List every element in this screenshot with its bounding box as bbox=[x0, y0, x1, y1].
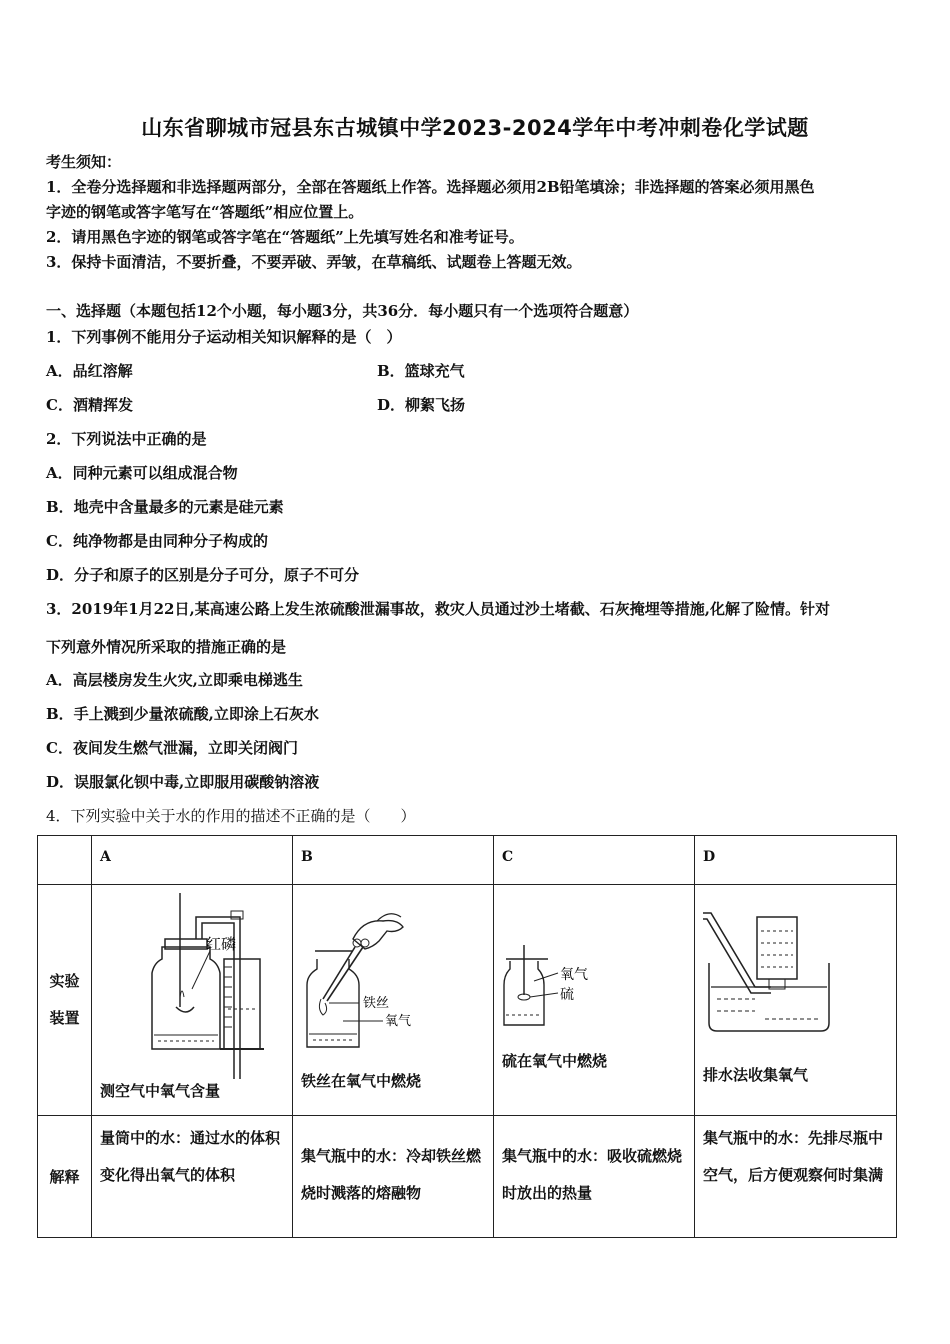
q1-option-a: A．品红溶解 bbox=[46, 362, 133, 380]
setup-row-label: 实验装置 bbox=[38, 885, 92, 1116]
explain-row-label: 解释 bbox=[38, 1116, 92, 1238]
question-3-stem: 3．2019年1月22日,某高速公路上发生浓硫酸泄漏事故，救灾人员通过沙土堵截、石灰掩埋等措施,化解了险情。针对 bbox=[46, 600, 830, 618]
col-d-header: D bbox=[695, 836, 897, 885]
col-b-header: B bbox=[293, 836, 494, 885]
col-c-setup bbox=[494, 885, 695, 1116]
notice-item-1: 1．全卷分选择题和非选择题两部分，全部在答题纸上作答。选择题必须用2B铅笔填涂；非选择题的答案必须用黑色 bbox=[46, 178, 815, 196]
iron-wire-apparatus-illustration bbox=[293, 899, 493, 1069]
col-a-setup bbox=[92, 885, 293, 1116]
sulfur-label: 硫 bbox=[560, 987, 575, 1003]
col-a-header: A bbox=[92, 836, 293, 885]
col-b-explain: 集气瓶中的水：冷却铁丝燃烧时溅落的熔融物 bbox=[293, 1116, 494, 1238]
col-d-setup bbox=[695, 885, 897, 1116]
notice-item-3: 3．保持卡面清洁，不要折叠，不要弄破、弄皱，在草稿纸、试题卷上答题无效。 bbox=[46, 253, 582, 271]
page-title: 山东省聊城市冠县东古城镇中学2023-2024学年中考冲刺卷化学试题 bbox=[141, 116, 809, 140]
q1-option-b: B．篮球充气 bbox=[377, 362, 465, 380]
question-4-stem: 4．下列实验中关于水的作用的描述不正确的是（ ） bbox=[46, 807, 416, 825]
oxygen-label-c: 氧气 bbox=[560, 967, 589, 983]
experiment-table bbox=[37, 835, 897, 1238]
q3-option-c: C．夜间发生燃气泄漏，立即关闭阀门 bbox=[46, 739, 298, 757]
col-b-caption: 铁丝在氧气中燃烧 bbox=[301, 1072, 422, 1090]
col-c-header: C bbox=[494, 836, 695, 885]
col-d-caption: 排水法收集氧气 bbox=[703, 1066, 809, 1084]
col-a-caption: 测空气中氧气含量 bbox=[100, 1082, 221, 1100]
q2-option-c: C．纯净物都是由同种分子构成的 bbox=[46, 532, 268, 550]
q1-option-c: C．酒精挥发 bbox=[46, 396, 133, 414]
sulfur-apparatus-illustration bbox=[494, 899, 694, 1049]
col-c-caption: 硫在氧气中燃烧 bbox=[502, 1052, 608, 1070]
section-heading: 一、选择题（本题包括12个小题，每小题3分，共36分．每小题只有一个选项符合题意） bbox=[46, 302, 639, 320]
question-1-stem: 1．下列事例不能用分子运动相关知识解释的是（ ） bbox=[46, 328, 402, 346]
notice-item-1-cont: 字迹的钢笔或答字笔写在“答题纸”相应位置上。 bbox=[46, 203, 364, 221]
red-phosphorus-label: 红磷 bbox=[206, 935, 237, 953]
setup-row bbox=[38, 885, 897, 1116]
col-d-explain: 集气瓶中的水：先排尽瓶中空气，后方便观察何时集满 bbox=[695, 1116, 897, 1238]
q3-option-d: D．误服氯化钡中毒,立即服用碳酸钠溶液 bbox=[46, 773, 320, 791]
phosphorus-apparatus-illustration bbox=[92, 889, 292, 1079]
iron-wire-label: 铁丝 bbox=[363, 996, 390, 1011]
notice-item-2: 2．请用黑色字迹的钢笔或答字笔在“答题纸”上先填写姓名和准考证号。 bbox=[46, 228, 524, 246]
q2-option-b: B．地壳中含量最多的元素是硅元素 bbox=[46, 498, 284, 516]
q3-option-a: A．高层楼房发生火灾,立即乘电梯逃生 bbox=[46, 671, 303, 689]
question-3-stem-cont: 下列意外情况所采取的措施正确的是 bbox=[46, 638, 287, 656]
explain-row bbox=[38, 1116, 897, 1238]
q1-option-d: D．柳絮飞扬 bbox=[377, 396, 466, 414]
col-b-setup bbox=[293, 885, 494, 1116]
table-header-row bbox=[38, 836, 897, 885]
col-c-explain: 集气瓶中的水：吸收硫燃烧时放出的热量 bbox=[494, 1116, 695, 1238]
q3-option-b: B．手上溅到少量浓硫酸,立即涂上石灰水 bbox=[46, 705, 319, 723]
notice-heading: 考生须知： bbox=[46, 153, 122, 171]
col-a-explain: 量筒中的水：通过水的体积变化得出氧气的体积 bbox=[92, 1116, 293, 1238]
q2-option-a: A．同种元素可以组成混合物 bbox=[46, 464, 238, 482]
q2-option-d: D．分子和原子的区别是分子可分，原子不可分 bbox=[46, 566, 360, 584]
table-corner-cell bbox=[38, 836, 92, 885]
oxygen-label-b: 氧气 bbox=[385, 1014, 412, 1029]
question-2-stem: 2．下列说法中正确的是 bbox=[46, 430, 207, 448]
water-displacement-illustration bbox=[695, 903, 895, 1063]
